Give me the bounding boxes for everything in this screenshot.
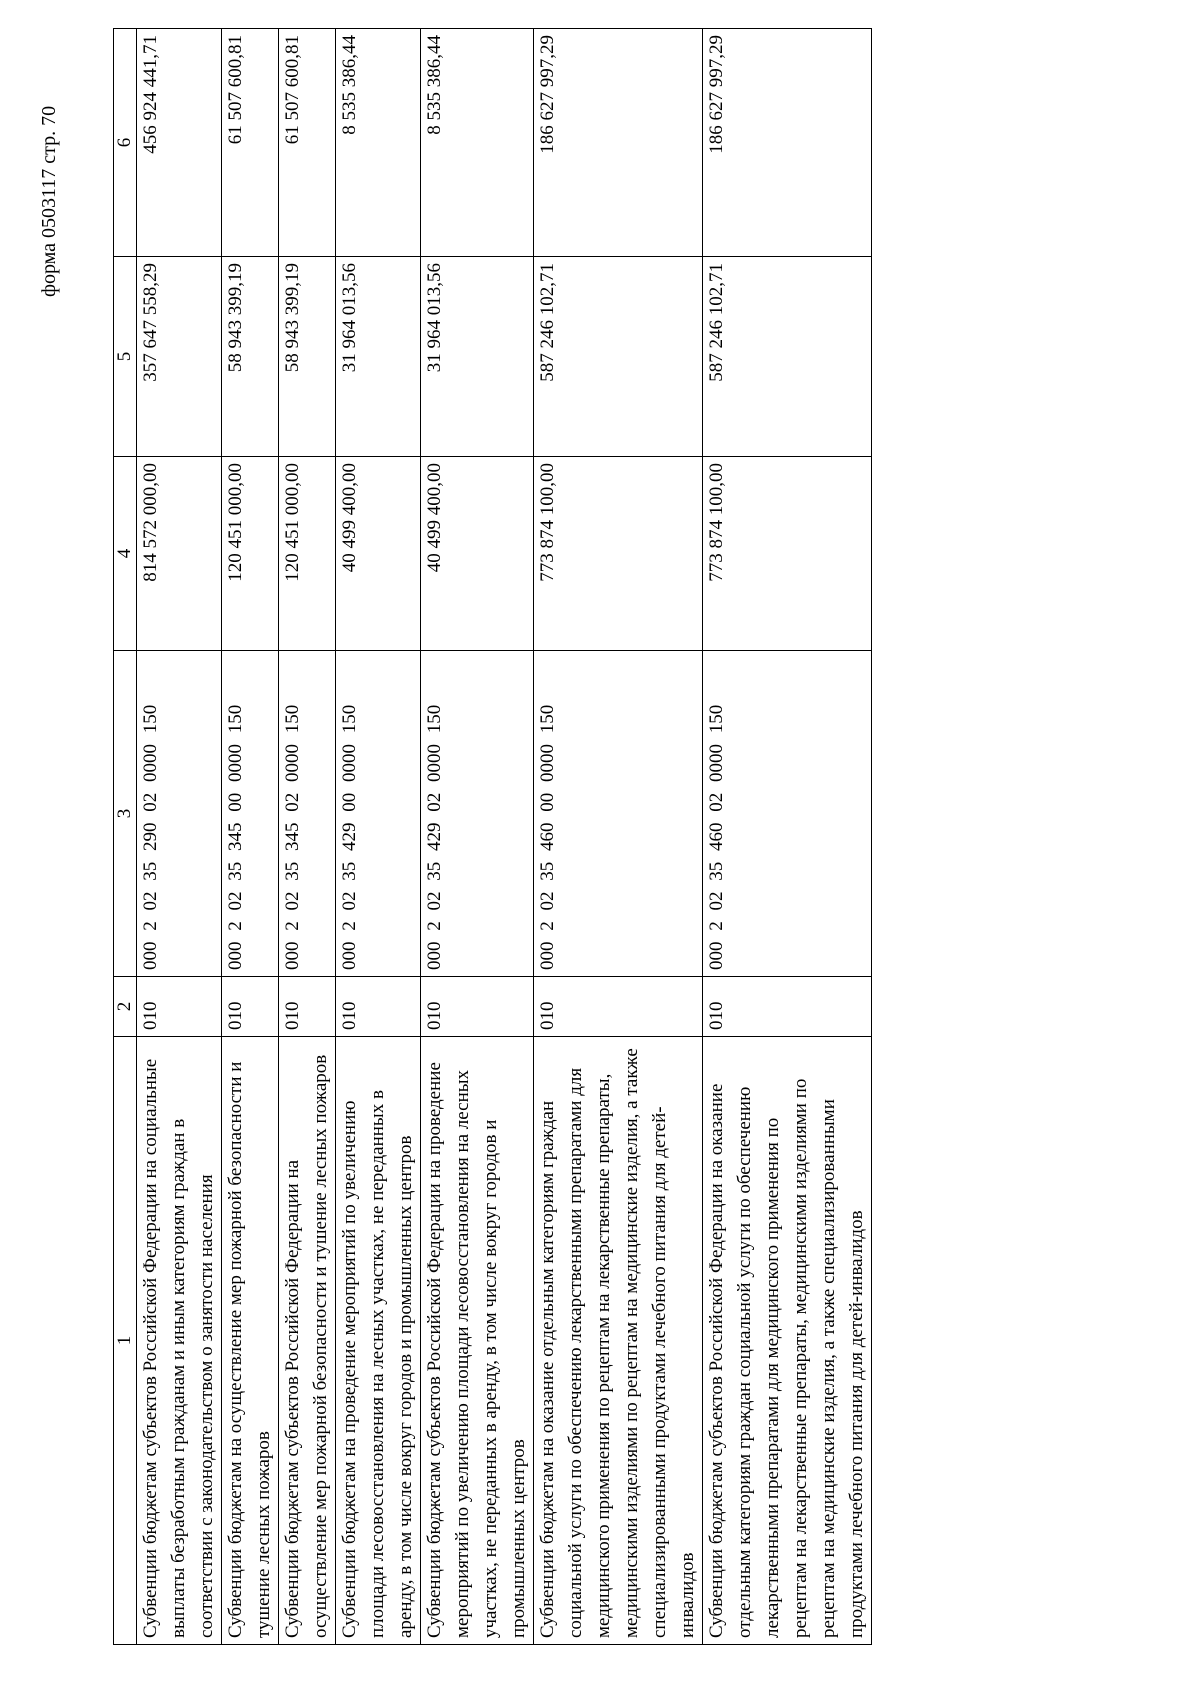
header-row (114, 29, 137, 1645)
table-row (336, 29, 421, 1645)
table-row (137, 29, 222, 1645)
row-executed: 31 964 013,56 (421, 257, 534, 457)
row-budget-code: 000 2 02 35 345 00 0000 150 (222, 651, 279, 977)
row-executed: 58 943 399,19 (222, 257, 279, 457)
row-unexecuted: 186 627 997,29 (534, 29, 703, 257)
header-col-6: 6 (114, 29, 137, 257)
row-approved: 120 451 000,00 (279, 457, 336, 651)
row-budget-code: 000 2 02 35 429 02 0000 150 (421, 651, 534, 977)
row-unexecuted: 8 535 386,44 (421, 29, 534, 257)
header-col-1: 1 (114, 1037, 137, 1645)
row-line-code: 010 (421, 977, 534, 1037)
row-budget-code: 000 2 02 35 460 02 0000 150 (703, 651, 872, 977)
row-executed: 58 943 399,19 (279, 257, 336, 457)
row-approved: 773 874 100,00 (534, 457, 703, 651)
row-line-code: 010 (222, 977, 279, 1037)
table-row (279, 29, 336, 1645)
row-approved: 773 874 100,00 (703, 457, 872, 651)
row-unexecuted: 61 507 600,81 (279, 29, 336, 257)
row-line-code: 010 (336, 977, 421, 1037)
row-unexecuted: 61 507 600,81 (222, 29, 279, 257)
row-unexecuted: 456 924 441,71 (137, 29, 222, 257)
table-row (703, 29, 872, 1645)
row-approved: 814 572 000,00 (137, 457, 222, 651)
row-approved: 40 499 400,00 (421, 457, 534, 651)
row-name: Субвенции бюджетам субъектов Российской Федерации на осуществление мер пожарной безопасности и тушение лесных пожаров (279, 1037, 336, 1645)
row-name: Субвенции бюджетам субъектов Российской Федерации на социальные выплаты безработным гражданам и иным категориям граждан в соответствии с законодательством о занятости населения (137, 1037, 222, 1645)
row-name: Субвенции бюджетам субъектов Российской Федерации на оказание отдельным категориям граждан социальной услуги по обеспечению лекарственными препаратами для медицинского применения по рецептам на лекарственные препараты, медицинскими изделиями по рецептам на медицинские изделия, а также специализированными продуктами лечебного питания для детей-инвалидов (703, 1037, 872, 1645)
row-unexecuted: 186 627 997,29 (703, 29, 872, 257)
row-budget-code: 000 2 02 35 460 00 0000 150 (534, 651, 703, 977)
table-row (534, 29, 703, 1645)
row-executed: 31 964 013,56 (336, 257, 421, 457)
row-line-code: 010 (703, 977, 872, 1037)
row-budget-code: 000 2 02 35 429 00 0000 150 (336, 651, 421, 977)
row-executed: 587 246 102,71 (534, 257, 703, 457)
row-name: Субвенции бюджетам субъектов Российской Федерации на проведение мероприятий по увеличению площади лесовосстановления на лесных участках, не переданных в аренду, в том числе вокруг городов и промышленных центров (421, 1037, 534, 1645)
row-budget-code: 000 2 02 35 290 02 0000 150 (137, 651, 222, 977)
header-col-4: 4 (114, 457, 137, 651)
row-unexecuted: 8 535 386,44 (336, 29, 421, 257)
row-name: Субвенции бюджетам на оказание отдельным категориям граждан социальной услуги по обеспечению лекарственными препаратами для медицинского применения по рецептам на лекарственные препараты, медицинскими изделиями по рецептам на медицинские изделия, а также специализированными продуктами лечебного питания для детей-инвалидов (534, 1037, 703, 1645)
budget-table (113, 28, 872, 1645)
row-approved: 120 451 000,00 (222, 457, 279, 651)
row-line-code: 010 (279, 977, 336, 1037)
table-row (421, 29, 534, 1645)
row-name: Субвенции бюджетам на осуществление мер пожарной безопасности и тушение лесных пожаров (222, 1037, 279, 1645)
row-name: Субвенции бюджетам на проведение мероприятий по увеличению площади лесовосстановления на лесных участках, не переданных в аренду, в том числе вокруг городов и промышленных центров (336, 1037, 421, 1645)
header-col-3: 3 (114, 651, 137, 977)
row-budget-code: 000 2 02 35 345 02 0000 150 (279, 651, 336, 977)
form-reference: форма 0503117 стр. 70 (38, 105, 60, 297)
table-row (222, 29, 279, 1645)
row-line-code: 010 (534, 977, 703, 1037)
header-col-2: 2 (114, 977, 137, 1037)
row-line-code: 010 (137, 977, 222, 1037)
header-col-5: 5 (114, 257, 137, 457)
row-approved: 40 499 400,00 (336, 457, 421, 651)
row-executed: 357 647 558,29 (137, 257, 222, 457)
row-executed: 587 246 102,71 (703, 257, 872, 457)
